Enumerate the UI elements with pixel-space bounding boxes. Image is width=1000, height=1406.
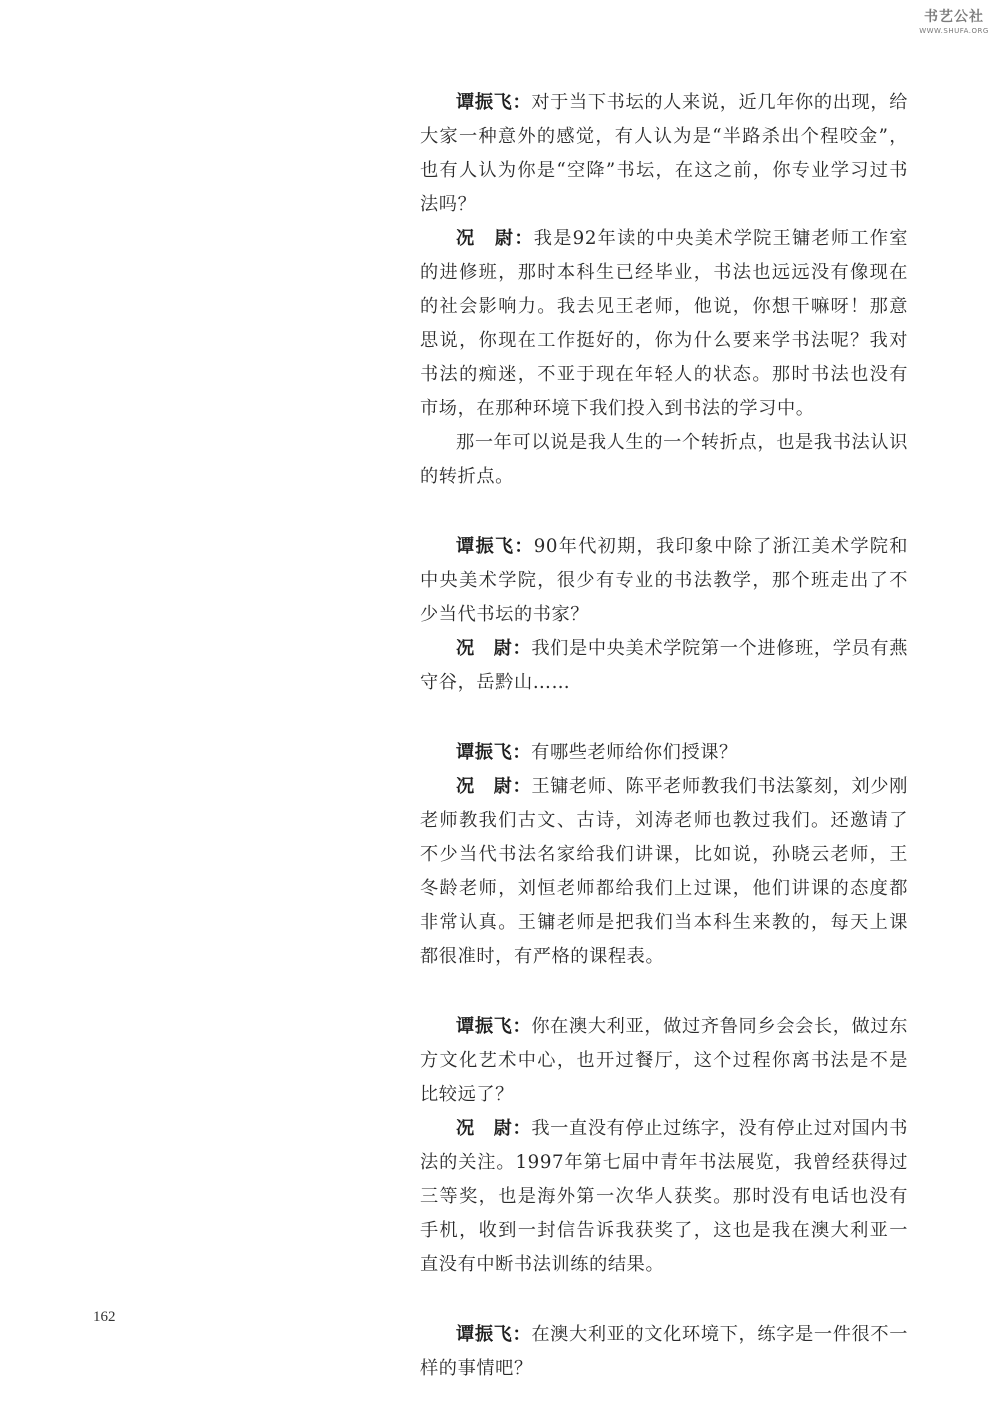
- speaker-label: 谭振飞：: [456, 1016, 532, 1037]
- paragraph-9: [420, 1112, 908, 1282]
- section-gap: [420, 1282, 908, 1318]
- paragraph-text: 我们是中央美术学院第一个进修班，学员有燕守谷，岳黔山……: [420, 638, 908, 693]
- paragraph-3: [420, 426, 908, 494]
- paragraph-5: [420, 632, 908, 700]
- paragraph-7: [420, 770, 908, 974]
- section-gap: [420, 974, 908, 1010]
- speaker-label: 谭振飞：: [456, 742, 532, 763]
- paragraph-10: [420, 1318, 908, 1386]
- section-gap: [420, 494, 908, 530]
- speaker-label: 况 尉：: [456, 638, 532, 659]
- paragraph-text: 那一年可以说是我人生的一个转折点，也是我书法认识的转折点。: [420, 432, 908, 487]
- interview-body: [420, 86, 908, 1386]
- speaker-label: 谭振飞：: [456, 1324, 532, 1345]
- speaker-label: 谭振飞：: [456, 92, 532, 113]
- paragraph-6: [420, 736, 908, 770]
- paragraph-text: 你在澳大利亚，做过齐鲁同乡会会长，做过东方文化艺术中心，也开过餐厅，这个过程你离书法是不是比较远了？: [420, 1016, 908, 1105]
- speaker-label: 况 尉：: [456, 776, 532, 797]
- paragraph-4: [420, 530, 908, 632]
- watermark-url: WWW.SHUFA.ORG: [919, 27, 989, 35]
- paragraph-1: [420, 86, 908, 222]
- paragraph-8: [420, 1010, 908, 1112]
- section-gap: [420, 700, 908, 736]
- speaker-label: 谭振飞：: [456, 536, 534, 557]
- paragraph-text: 王镛老师、陈平老师教我们书法篆刻，刘少刚老师教我们古文、古诗，刘涛老师也教过我们。还邀请了不少当代书法名家给我们讲课，比如说，孙晓云老师，王冬龄老师，刘恒老师都给我们上过课，他们讲课的态度都非常认真。王镛老师是把我们当本科生来教的，每天上课都很准时，有严格的课程表。: [420, 776, 908, 967]
- speaker-label: 况 尉：: [456, 1118, 532, 1139]
- page-number: 162: [93, 1309, 116, 1325]
- speaker-label: 况 尉：: [456, 228, 534, 249]
- paragraph-text: 在澳大利亚的文化环境下，练字是一件很不一样的事情吧？: [420, 1324, 908, 1379]
- paragraph-text: 我一直没有停止过练字，没有停止过对国内书法的关注。1997年第七届中青年书法展览，我曾经获得过三等奖，也是海外第一次华人获奖。那时没有电话也没有手机，收到一封信告诉我获奖了，这也是我在澳大利亚一直没有中断书法训练的结果。: [420, 1118, 908, 1275]
- paragraph-text: 有哪些老师给你们授课？: [531, 742, 738, 763]
- paragraph-text: 我是92年读的中央美术学院王镛老师工作室的进修班，那时本科生已经毕业，书法也远远没有像现在的社会影响力。我去见王老师，他说，你想干嘛呀！那意思说，你现在工作挺好的，你为什么要来学书法呢？我对书法的痴迷，不亚于现在年轻人的状态。那时书法也没有市场，在那种环境下我们投入到书法的学习中。: [420, 228, 908, 419]
- paragraph-text: 对于当下书坛的人来说，近几年你的出现，给大家一种意外的感觉，有人认为是“半路杀出个程咬金”，也有人认为你是“空降”书坛，在这之前，你专业学习过书法吗？: [420, 92, 908, 215]
- watermark-logo: [916, 8, 992, 42]
- paragraph-text: 90年代初期，我印象中除了浙江美术学院和中央美术学院，很少有专业的书法教学，那个班走出了不少当代书坛的书家？: [420, 536, 908, 625]
- watermark-logo-text: 书艺公社: [924, 9, 984, 25]
- paragraph-2: [420, 222, 908, 426]
